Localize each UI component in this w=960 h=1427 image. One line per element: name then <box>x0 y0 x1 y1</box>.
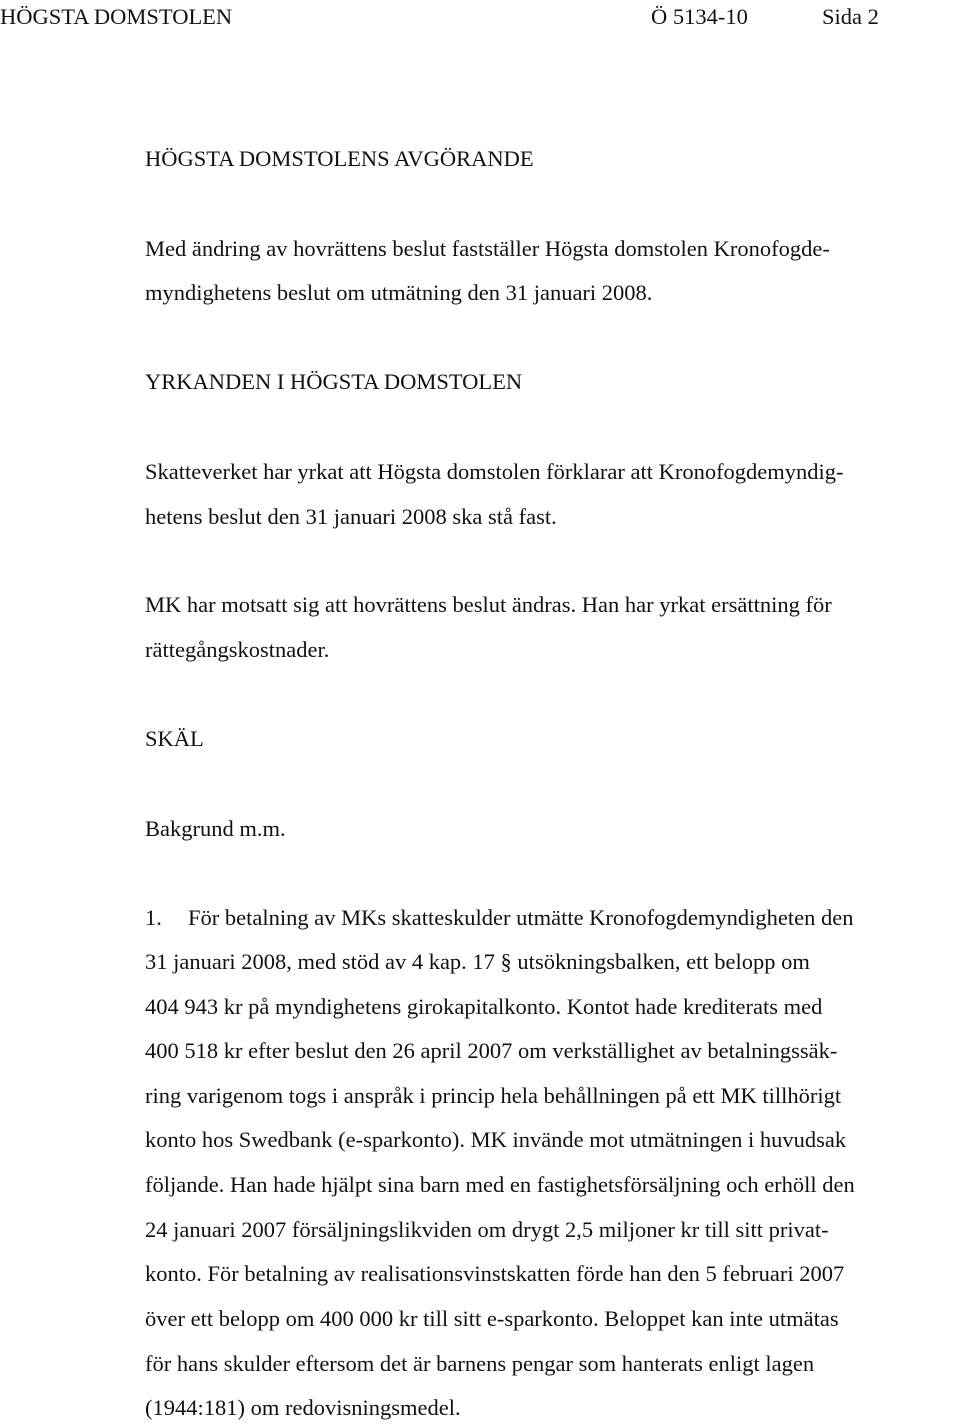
paragraph-line: 31 januari 2008, med stöd av 4 kap. 17 § utsökningsbalken, ett belopp om <box>145 949 810 974</box>
paragraph-line: hetens beslut den 31 januari 2008 ska stå fast. <box>145 504 557 529</box>
paragraph-line: (1944:181) om redovisningsmedel. <box>145 1395 461 1420</box>
court-name: HÖGSTA DOMSTOLEN <box>0 4 233 29</box>
page-number: Sida 2 <box>822 4 879 29</box>
paragraph-line: För betalning av MKs skatteskulder utmätte Kronofogdemyndigheten den <box>188 905 854 930</box>
paragraph-line: ring varigenom togs i anspråk i princip hela behållningen på ett MK tillhörigt <box>145 1083 842 1108</box>
paragraph-line: MK har motsatt sig att hovrättens beslut ändras. Han har yrkat ersättning för <box>145 592 832 617</box>
paragraph-line: myndighetens beslut om utmätning den 31 januari 2008. <box>145 280 653 305</box>
paragraph-line: över ett belopp om 400 000 kr till sitt e-sparkonto. Beloppet kan inte utmätas <box>145 1306 839 1331</box>
paragraph-line: 404 943 kr på myndighetens girokapitalkonto. Kontot hade krediterats med <box>145 994 823 1019</box>
paragraph-number: 1. <box>145 905 162 930</box>
claims-heading: YRKANDEN I HÖGSTA DOMSTOLEN <box>145 369 523 394</box>
paragraph-line: för hans skulder eftersom det är barnens pengar som hanterats enligt lagen <box>145 1351 815 1376</box>
decision-heading: HÖGSTA DOMSTOLENS AVGÖRANDE <box>145 146 534 171</box>
paragraph-line: rättegångskostnader. <box>145 637 330 662</box>
paragraph-line: konto hos Swedbank (e-sparkonto). MK invände mot utmätningen i huvudsak <box>145 1127 847 1152</box>
background-heading: Bakgrund m.m. <box>145 816 286 841</box>
case-number: Ö 5134-10 <box>651 4 748 29</box>
paragraph-line: Med ändring av hovrättens beslut fastställer Högsta domstolen Kronofogde- <box>145 236 830 261</box>
paragraph-line: 400 518 kr efter beslut den 26 april 2007 om verkställighet av betalningssäk- <box>145 1038 838 1063</box>
paragraph-line: följande. Han hade hjälpt sina barn med en fastighetsförsäljning och erhöll den <box>145 1172 855 1197</box>
reasons-heading: SKÄL <box>145 726 204 751</box>
paragraph-line: 24 januari 2007 försäljningslikviden om drygt 2,5 miljoner kr till sitt privat- <box>145 1217 829 1242</box>
paragraph-line: Skatteverket har yrkat att Högsta domstolen förklarar att Kronofogdemyndig- <box>145 459 844 484</box>
paragraph-line: konto. För betalning av realisationsvinstskatten förde han den 5 februari 2007 <box>145 1261 845 1286</box>
